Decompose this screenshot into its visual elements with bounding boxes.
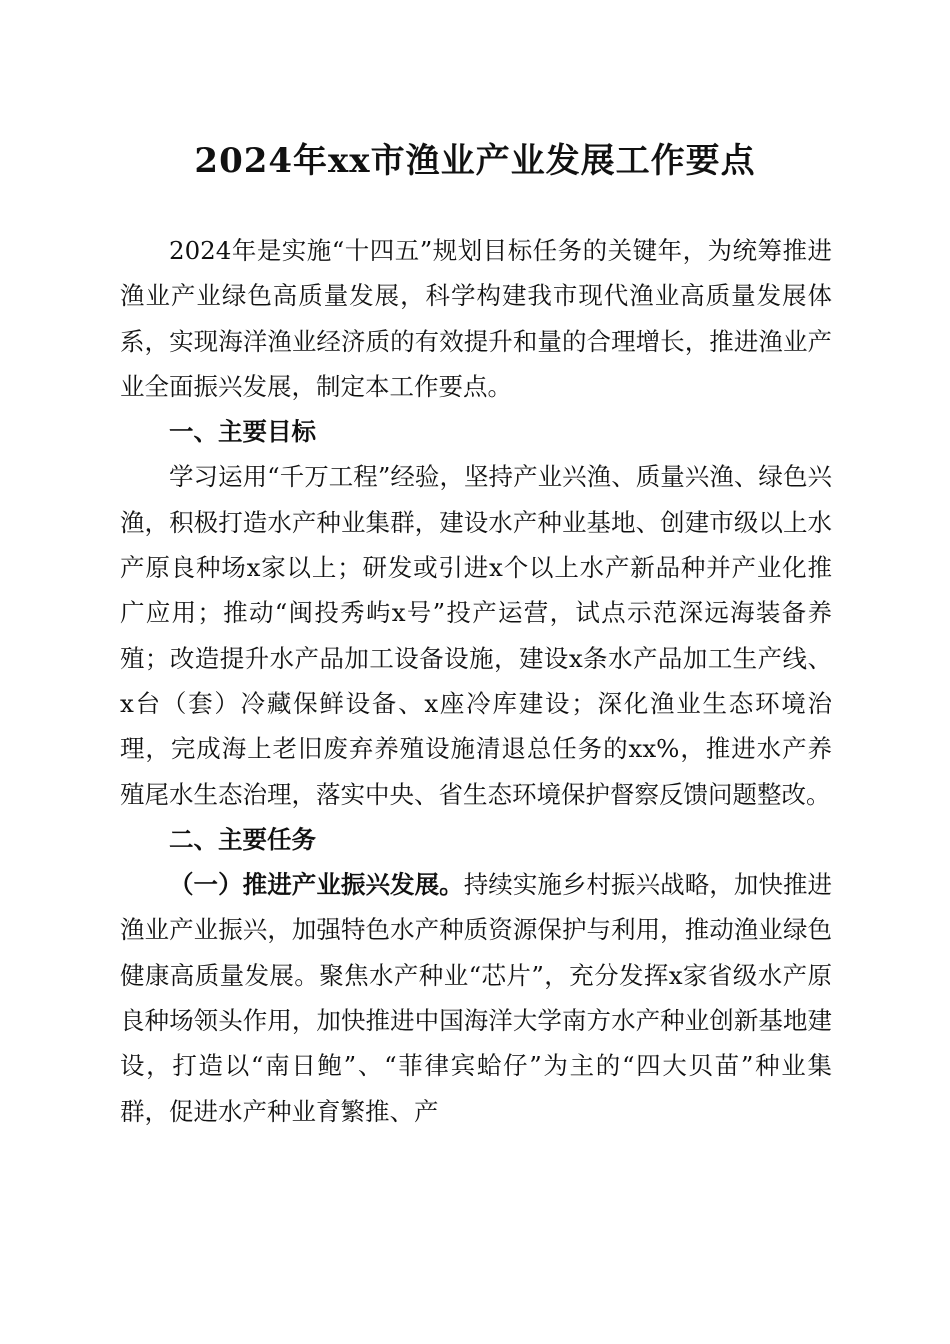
goals-paragraph: 学习运用“千万工程”经验，坚持产业兴渔、质量兴渔、绿色兴渔，积极打造水产种业集群，建设水产种业基地、创建市级以上水产原良种场x家以上；研发或引进x个以上水产新品种并产业化推广应用；推动“闽投秀屿x号”投产运营，试点示范深远海装备养殖；改造提升水产品加工设备设施，建设x条水产品加工生产线、x台（套）冷藏保鲜设备、x座冷库建设；深化渔业生态环境治理，完成海上老旧废弃养殖设施清退总任务的xx%，推进水产养殖尾水生态治理，落实中央、省生态环境保护督察反馈问题整改。 — [120, 462, 832, 809]
section-heading-goals: 一、主要目标 — [169, 417, 316, 447]
document-body — [120, 228, 832, 1134]
task-paragraph-1 — [120, 862, 832, 1134]
document-title: 2024年xx市渔业产业发展工作要点 — [194, 141, 756, 181]
intro-paragraph: 2024年是实施“十四五”规划目标任务的关键年，为统筹推进渔业产业绿色高质量发展，科学构建我市现代渔业高质量发展体系，实现海洋渔业经济质的有效提升和量的合理增长，推进渔业产业全面振兴发展，制定本工作要点。 — [120, 236, 832, 401]
task-1-text: 持续实施乡村振兴战略，加快推进渔业产业振兴，加强特色水产种质资源保护与利用，推动渔业绿色健康高质量发展。聚焦水产种业“芯片”，充分发挥x家省级水产原良种场领头作用，加快推进中国海洋大学南方水产种业创新基地建设，打造以“南日鲍”、“菲律宾蛤仔”为主的“四大贝苗”种业集群，促进水产种业育繁推、产 — [120, 870, 833, 1126]
task-1-lead: （一）推进产业振兴发展。 — [169, 870, 464, 900]
section-heading-tasks: 二、主要任务 — [169, 824, 316, 854]
